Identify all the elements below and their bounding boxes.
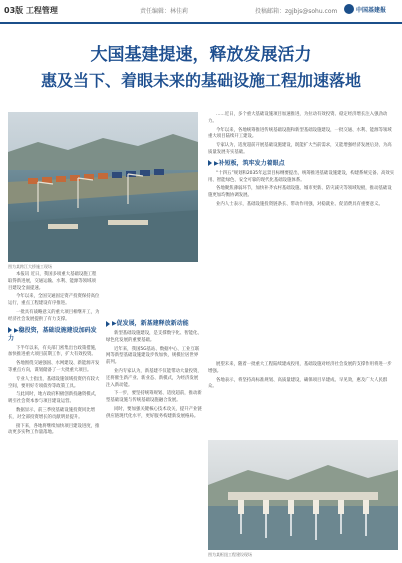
logo-icon — [344, 4, 354, 14]
right-top-paragraph: 今年以来，各地统筹推进传统基础设施和新型基础设施建设，一批交通、水利、能源等领域重大项目陆续开工建设。 — [208, 127, 392, 140]
header-divider — [0, 22, 402, 24]
left-paragraph: 与此同时，地方政府积极创新投融资模式，吸引社会资本参与项目建设运营。 — [8, 392, 100, 405]
subheading-shortboard — [208, 160, 396, 168]
subheading-text: ▶促发展，新基建释放新动能 — [112, 320, 189, 327]
left-paragraph: 下半年以来，有关部门密集出台政策措施，加快推进重大项目前期工作，扩大有效投资。 — [8, 345, 100, 358]
bottom-photo — [208, 440, 398, 550]
lead-paragraph: 本报讯 近日，我国多项重大基础设施工程取得新进展，交通运输、水利、能源等领域项目建设全面提速。 — [8, 272, 97, 291]
subheading-investment — [8, 327, 100, 343]
right-mid-paragraph: 各地聚焦薄弱环节，加快补齐农村基础设施、城市更新、防灾减灾等领域短板，推动基础设施更加均衡协调发展。 — [208, 186, 392, 199]
bottom-photo-caption: 图为某枢纽工程建设现场 — [208, 552, 252, 557]
mid-paragraph: 下一步，要坚持统筹规划、适度超前，推动新型基础设施与传统基础设施融合发展。 — [106, 391, 202, 404]
right-top-paragraph: ……近日，多个重大基础设施项目加速推进，为拉动有效投资、稳定经济增长注入强劲动力。 — [208, 112, 388, 124]
headline-line-1: 大国基建提速，释放发展活力 — [90, 45, 312, 65]
bottom-photo-illustration — [208, 440, 398, 550]
subheading-new-infrastructure — [106, 320, 202, 328]
mid-paragraph: 新型基础设施建设，是支撑数字化、智能化、绿色化发展的重要基础。 — [106, 331, 202, 343]
right-top-paragraph: 专家认为，适度超前开展基础设施建设，既能扩大当前需求，又能增强经济发展后劲，为高质量发展夯实基础。 — [208, 143, 392, 155]
editor-credit: 责任编辑：林佳莉 — [140, 8, 189, 15]
newspaper-logo — [344, 4, 386, 14]
left-paragraph: 一批具有战略意义的重大项目相继开工，为经济社会发展提供了有力支撑。 — [8, 309, 100, 322]
subheading-text: ▶稳投资，基础设施建设加码发力 — [8, 326, 97, 342]
top-photo — [8, 112, 198, 262]
right-bottom-column — [208, 362, 396, 393]
submission-email: 投稿邮箱：zgjbjs@sohu.com — [255, 8, 338, 15]
left-paragraph: 数据显示，前三季度基础设施投资同比增长，对全部投资增长的贡献明显提升。 — [8, 407, 96, 420]
subheading-text: ▶补短板，筑牢发力着眼点 — [214, 159, 285, 167]
mid-paragraph: 同时，要加强关键核心技术攻关，提升产业链供应链现代化水平，更好服务构建新发展格局。 — [106, 406, 202, 419]
middle-column — [106, 272, 202, 423]
left-paragraph: 接下来，各地将继续加快项目建设进度，推动更多实物工作量落地。 — [8, 423, 100, 436]
right-bottom-paragraph: 展望未来，随着一批重大工程陆续建成投用，基础设施对经济社会发展的支撑作用将进一步增强。 — [208, 362, 392, 374]
triangle-icon — [208, 160, 212, 166]
page-header — [0, 0, 402, 23]
right-bottom-paragraph: 各地表示，将坚持高标准规划、高质量建设，确保项目早建成、早见效，惠及广大人民群众。 — [208, 377, 388, 390]
right-mid-paragraph: “十四五”规划和2035年远景目标纲要提出，统筹推进基础设施建设，构建系统完备、高效实用、智能绿色、安全可靠的现代化基础设施体系。 — [208, 170, 395, 183]
headline — [0, 44, 402, 92]
logo-text: 中国基建报 — [356, 6, 387, 14]
top-photo-illustration — [8, 112, 198, 262]
left-column — [8, 272, 100, 439]
top-photo-caption: 图为某跨江大桥施工现场 — [8, 264, 52, 269]
section-label: 03版 工程管理 — [4, 6, 58, 15]
left-paragraph: 专业人士指出，基础设施领域投资仍有较大空间，要用好专项债券等政策工具。 — [8, 376, 100, 389]
mid-paragraph: 业内专家认为，新基建不仅能带动大量投资，还将催生新产业、新业态、新模式，为经济发展注入新动能。 — [106, 368, 202, 388]
mid-paragraph: 近年来，我国5G基站、数据中心、工业互联网等新型基础设施建设步伐加快，规模位居世界前列。 — [106, 346, 200, 366]
left-paragraph: 今年以来，全国交通固定资产投资保持高位运行，重点工程建设有序推进。 — [8, 294, 100, 307]
left-paragraph: 各地围绕交通强国、水网建设、新能源开发等重点方向，谋划储备了一大批重大项目。 — [8, 361, 100, 373]
right-mid-paragraph: 业内人士表示，基础设施投资链条长、带动作用强，对稳就业、促消费具有重要意义。 — [216, 201, 383, 207]
triangle-icon — [106, 321, 110, 327]
right-top-column — [208, 112, 396, 211]
headline-line-2: 惠及当下、着眼未来的基础设施工程加速落地 — [40, 71, 361, 90]
triangle-icon — [8, 327, 12, 333]
